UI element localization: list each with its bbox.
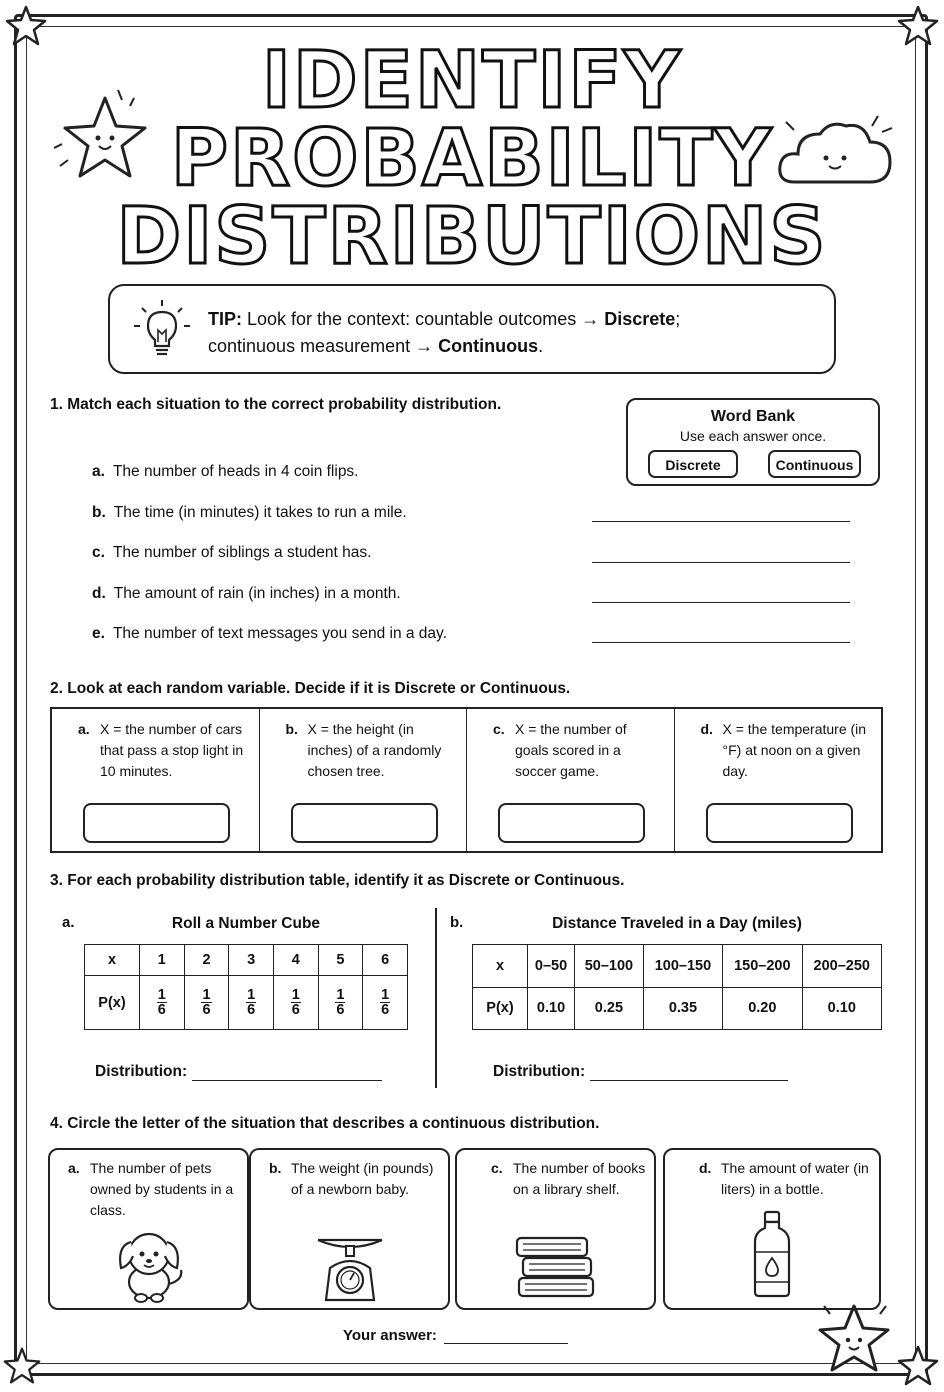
q1-item-e (92, 625, 447, 643)
item-text: The number of text messages you send in a day. (112, 625, 447, 642)
fraction-numerator: 1 (157, 986, 166, 1003)
table-b-x-row (473, 945, 882, 988)
item-letter: e. (92, 625, 105, 642)
item-letter[interactable]: b. (269, 1160, 282, 1176)
q2-answer-box-b[interactable] (291, 803, 438, 843)
q1-answer-line-b[interactable] (592, 521, 850, 522)
word-bank (626, 398, 880, 486)
table-cell: 0.35 (643, 987, 722, 1030)
question-1-heading: 1. Match each situation to the correct probability distribution. (50, 396, 502, 413)
item-text: The amount of water (in liters) in a bottle. (721, 1160, 869, 1197)
title-line-3: DISTRIBUTIONS (116, 192, 828, 282)
table-cell (363, 976, 408, 1030)
item-text: X = the number of goals scored in a soccer game. (515, 721, 627, 779)
fraction (157, 988, 167, 1017)
word-bank-continuous[interactable]: Continuous (768, 450, 861, 478)
fraction (246, 988, 256, 1017)
item-letter[interactable]: a. (68, 1160, 80, 1176)
fraction (201, 988, 211, 1017)
fraction-numerator: 1 (336, 986, 345, 1003)
table-cell (229, 976, 274, 1030)
word-bank-subtitle: Use each answer once. (679, 428, 827, 444)
table-cell (140, 976, 185, 1030)
fraction-numerator: 1 (381, 986, 390, 1003)
fraction (380, 988, 390, 1017)
tip-punct: . (538, 336, 544, 356)
q4-card-c[interactable] (455, 1148, 656, 1310)
q2-answer-box-c[interactable] (498, 803, 645, 843)
item-letter: c. (493, 721, 505, 737)
title-line-2: PROBABILITY (170, 114, 774, 204)
q4-card-a[interactable] (48, 1148, 249, 1310)
q4-card-d[interactable] (663, 1148, 881, 1310)
table-header: P(x) (473, 987, 528, 1030)
table-a-letter: a. (62, 914, 75, 931)
fraction-numerator: 1 (202, 986, 211, 1003)
item-text: X = the temperature (in °F) at noon on a given day. (722, 721, 867, 779)
table-cell: 4 (273, 945, 318, 976)
word-bank-discrete[interactable]: Discrete (648, 450, 738, 478)
q2-cell-b (260, 709, 468, 851)
table-cell: 0.10 (802, 987, 881, 1030)
q1-item-c (92, 544, 371, 562)
tip-punct: ; (675, 309, 681, 329)
tip-text-part: Look for the context: countable outcomes → (242, 309, 605, 329)
table-cell: 0–50 (528, 945, 575, 988)
water-bottle-icon (747, 1208, 797, 1300)
tip-text-part: continuous measurement → (208, 336, 439, 356)
item-letter: d. (700, 721, 713, 737)
your-answer-line[interactable] (444, 1343, 568, 1344)
item-letter: a. (78, 721, 90, 737)
table-cell (184, 976, 229, 1030)
table-cell: 100–150 (643, 945, 722, 988)
q1-item-d (92, 585, 401, 603)
tip-label: TIP: (208, 309, 242, 329)
distribution-label-b: Distribution: (493, 1063, 586, 1080)
your-answer-label: Your answer: (343, 1327, 437, 1344)
distribution-answer-line-a[interactable] (192, 1080, 382, 1081)
table-a-p-row (85, 976, 408, 1030)
tip-text (208, 306, 680, 360)
item-letter: b. (285, 721, 298, 737)
question-4-heading: 4. Circle the letter of the situation that describes a continuous distribution. (50, 1115, 600, 1132)
item-text: X = the height (in inches) of a randomly chosen tree. (307, 721, 442, 779)
tip-discrete: Discrete (604, 309, 676, 329)
item-text: The number of pets owned by students in a class. (90, 1160, 234, 1218)
table-cell: 200–250 (802, 945, 881, 988)
q2-answer-box-a[interactable] (83, 803, 230, 843)
distribution-answer-line-b[interactable] (590, 1080, 788, 1081)
item-letter: c. (92, 544, 105, 561)
q2-cell-c (467, 709, 675, 851)
table-header: x (473, 945, 528, 988)
question-2-heading: 2. Look at each random variable. Decide if it is Discrete or Continuous. (50, 680, 571, 697)
table-a-title: Roll a Number Cube (171, 915, 321, 932)
table-cell: 5 (318, 945, 363, 976)
table-cell (273, 976, 318, 1030)
table-b-letter: b. (450, 914, 464, 931)
item-text: The number of siblings a student has. (112, 544, 372, 561)
table-b-title: Distance Traveled in a Day (miles) (552, 915, 802, 932)
books-icon (511, 1226, 601, 1304)
fraction-denominator: 6 (202, 1001, 211, 1018)
lightbulb-icon (132, 298, 192, 362)
word-bank-title: Word Bank (710, 408, 796, 425)
q2-grid (50, 707, 883, 853)
tip-box (108, 284, 836, 374)
q2-answer-box-d[interactable] (706, 803, 853, 843)
fraction-denominator: 6 (247, 1001, 256, 1018)
corner-star-icon (2, 1346, 42, 1386)
distribution-label-a: Distribution: (95, 1063, 188, 1080)
title-line-1: IDENTIFY (261, 36, 683, 126)
fraction-denominator: 6 (381, 1001, 390, 1018)
item-letter: b. (92, 504, 106, 521)
table-cell: 6 (363, 945, 408, 976)
table-header: P(x) (85, 976, 140, 1030)
item-letter: a. (92, 463, 105, 480)
table-cell (318, 976, 363, 1030)
q1-answer-line-e[interactable] (592, 642, 850, 643)
fraction-numerator: 1 (291, 986, 300, 1003)
item-letter[interactable]: c. (491, 1160, 503, 1176)
table-cell: 1 (140, 945, 185, 976)
q4-card-b[interactable] (249, 1148, 450, 1310)
item-letter[interactable]: d. (699, 1160, 712, 1176)
item-text: The weight (in pounds) of a newborn baby. (291, 1160, 434, 1197)
q1-item-b (92, 504, 407, 522)
table-a (84, 944, 408, 1030)
table-b (472, 944, 882, 1030)
q2-cell-a (52, 709, 260, 851)
table-header: x (85, 945, 140, 976)
table-b-p-row (473, 987, 882, 1030)
table-cell: 0.20 (723, 987, 802, 1030)
fraction (291, 988, 301, 1017)
fraction-denominator: 6 (157, 1001, 166, 1018)
table-cell: 3 (229, 945, 274, 976)
puppy-icon (107, 1226, 191, 1304)
scale-icon (308, 1226, 392, 1304)
fraction-numerator: 1 (247, 986, 256, 1003)
table-cell: 0.25 (575, 987, 644, 1030)
q2-cell-d (675, 709, 882, 851)
item-text: The number of books on a library shelf. (513, 1160, 646, 1197)
tip-continuous: Continuous (438, 336, 539, 356)
item-text: X = the number of cars that pass a stop light in 10 minutes. (100, 721, 244, 779)
fraction-denominator: 6 (336, 1001, 345, 1018)
q1-answer-line-c[interactable] (592, 562, 850, 563)
table-cell: 50–100 (575, 945, 644, 988)
corner-star-icon (896, 1344, 940, 1388)
q1-answer-line-d[interactable] (592, 602, 850, 603)
table-cell: 150–200 (723, 945, 802, 988)
item-text: The number of heads in 4 coin flips. (112, 463, 359, 480)
table-cell: 2 (184, 945, 229, 976)
fraction (335, 988, 345, 1017)
q1-item-a (92, 463, 359, 481)
item-text: The time (in minutes) it takes to run a mile. (113, 504, 407, 521)
table-a-x-row (85, 945, 408, 976)
table-cell: 0.10 (528, 987, 575, 1030)
item-letter: d. (92, 585, 106, 602)
q3-divider (435, 908, 437, 1088)
item-text: The amount of rain (in inches) in a month. (113, 585, 401, 602)
question-3-heading: 3. For each probability distribution table, identify it as Discrete or Continuous. (50, 872, 625, 889)
fraction-denominator: 6 (291, 1001, 300, 1018)
